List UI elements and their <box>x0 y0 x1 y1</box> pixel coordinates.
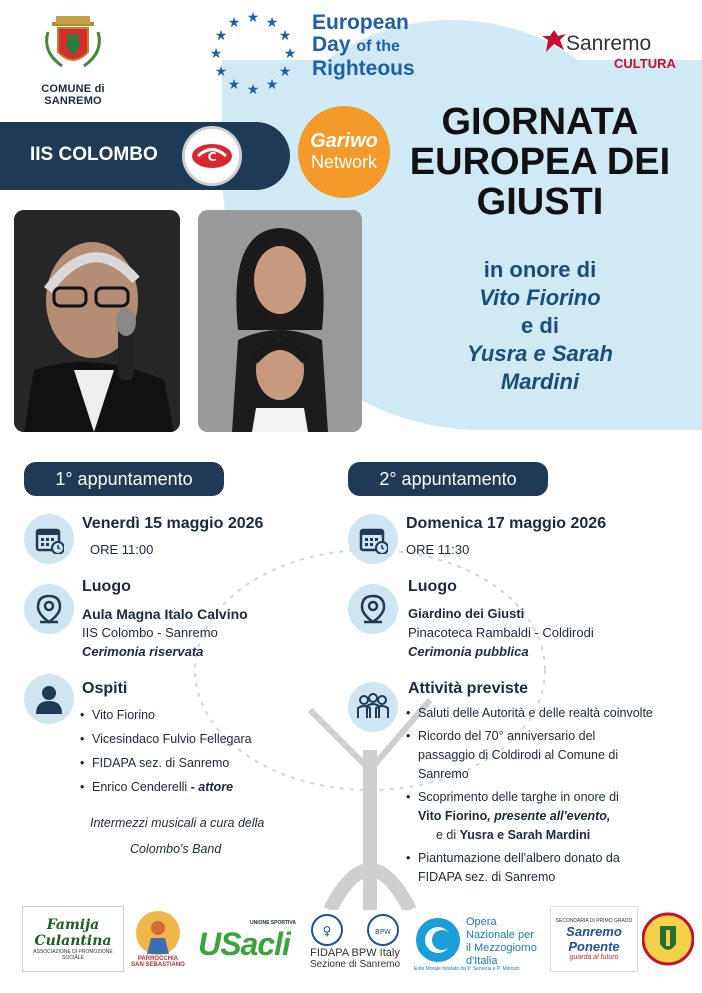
famija-line2: Culantina <box>34 933 112 949</box>
school-name2: Ponente <box>568 938 620 954</box>
eu-stars-icon <box>208 8 298 98</box>
appt1-date: Venerdì 15 maggio 2026 <box>82 515 264 532</box>
svg-text:BPW: BPW <box>375 927 391 936</box>
title-line1: GIORNATA <box>441 101 639 143</box>
calendar-icon <box>24 514 74 564</box>
activity-item-text2: e di <box>436 828 457 842</box>
us-acli-logo <box>192 910 296 972</box>
gariwo-network-logo <box>298 106 390 198</box>
activity-item-note: , presente all'evento, <box>487 809 611 823</box>
title-line3: GIUSTI <box>476 181 604 223</box>
appt1-music-line1: Intermezzi musicali a cura della <box>90 816 265 830</box>
guest-item: • FIDAPA sez. di Sanremo <box>78 754 328 773</box>
location-pin-icon <box>24 584 74 634</box>
svg-text:★: ★ <box>227 15 241 31</box>
opera-line4: d'Italia <box>466 955 498 967</box>
opera-line2: Nazionale per <box>466 929 534 941</box>
appt2-place-heading: Luogo <box>408 578 457 595</box>
activity-item-text: Scoprimento delle targhe in onore di <box>418 790 619 804</box>
title-line2: EUROPEA DEI <box>409 141 671 183</box>
guest-item: • Vicesindaco Fulvio Fellegara <box>78 730 328 749</box>
appt1-guests-heading: Ospiti <box>82 680 128 697</box>
honor-line2: Vito Fiorino <box>479 285 601 310</box>
comune-label: COMUNE di SANREMO <box>41 83 105 107</box>
svg-text:★: ★ <box>283 46 297 62</box>
school-badge-label: IIS COLOMBO <box>30 144 158 165</box>
opera-line3: il Mezzogiorno <box>466 942 537 954</box>
sanremo-ponente-school-logo <box>550 906 638 972</box>
svg-text:★: ★ <box>227 77 241 93</box>
school-tag: guarda al futuro <box>569 953 619 961</box>
appt1-place-heading: Luogo <box>82 578 131 595</box>
svg-text:C: C <box>207 150 217 164</box>
activity-item <box>404 788 694 845</box>
honor-block <box>430 256 650 396</box>
honor-line5: Mardini <box>500 369 580 394</box>
activity-item: • Ricordo del 70° anniversario del passaggio di Coldirodi al Comune di Sanremo <box>404 727 654 784</box>
appt2-date: Domenica 17 maggio 2026 <box>406 515 607 532</box>
appt1-pill <box>24 462 224 496</box>
school-badge <box>0 122 290 190</box>
svg-text:★: ★ <box>209 46 223 62</box>
svg-text:★: ★ <box>278 28 292 44</box>
activity-item: • Saluti delle Autorità e delle realtà coinvolte <box>404 704 694 723</box>
activity-item-name2: Yusra e Sarah Mardini <box>459 828 591 842</box>
appt1-place-name: Aula Magna Italo Calvino <box>82 606 248 622</box>
guest-item-role: - attore <box>187 780 234 794</box>
guest-item: • Vito Fiorino <box>78 706 328 725</box>
svg-text:★: ★ <box>278 64 292 80</box>
svg-text:★: ★ <box>214 64 228 80</box>
appt1-label: 1° appuntamento <box>55 468 193 489</box>
activity-item: • Piantumazione dell'albero donato da FIDAPA sez. di Sanremo <box>404 849 664 887</box>
gariwo-line2: Network <box>310 152 377 172</box>
calendar-icon <box>348 514 398 564</box>
sanremo-figure-icon <box>540 26 568 56</box>
appt2-place-name: Giardino dei Giusti <box>408 606 525 621</box>
opera-line1: Opera <box>466 916 497 928</box>
svg-text:★: ★ <box>265 77 279 93</box>
svg-text:★: ★ <box>246 82 260 98</box>
sanremo-cultura-logo <box>540 26 690 76</box>
parrocchia-line2: SAN SEBASTIANO <box>131 962 185 968</box>
appt2-activity-list <box>404 704 694 887</box>
appt2-place-note: Cerimonia pubblica <box>408 644 529 659</box>
honor-line4: Yusra e Sarah <box>467 341 613 366</box>
appt1-music-line2: Colombo's Band <box>130 842 222 856</box>
appt2-time: ORE 11:30 <box>406 542 470 557</box>
gariwo-line1: Gariwo <box>310 130 378 152</box>
appt1-time: ORE 11:00 <box>90 542 154 557</box>
honor-line3: e di <box>521 313 559 338</box>
edr-line2b: of the <box>356 38 400 55</box>
svg-text:♀: ♀ <box>322 923 332 938</box>
fidapa-line2: Sezione di Sanremo <box>309 958 401 970</box>
svg-text:★: ★ <box>265 15 279 31</box>
appt1-place-sub: IIS Colombo - Sanremo <box>82 625 218 640</box>
opera-nazionale-icon <box>414 916 462 964</box>
appt1-place-note: Cerimonia riservata <box>82 644 204 659</box>
famija-culantina-logo <box>22 906 124 972</box>
edr-line2: Day <box>312 33 351 56</box>
sanremo-name: Sanremo <box>566 32 652 55</box>
event-title <box>390 102 690 222</box>
coldirodi-emblem-icon <box>642 906 694 972</box>
group-people-icon <box>348 682 398 732</box>
famija-line1: Famija <box>46 917 100 933</box>
photo-vito-fiorino <box>14 210 180 432</box>
usacli-name: USacli <box>198 925 290 962</box>
guest-item <box>78 778 328 797</box>
comune-crest-icon <box>14 12 132 74</box>
location-pin-icon <box>348 584 398 634</box>
svg-text:★: ★ <box>246 10 260 26</box>
appt2-place-sub: Pinacoteca Rambaldi - Coldirodi <box>408 625 594 640</box>
parrocchia-logo <box>130 906 186 972</box>
photo-mardini-sisters <box>198 210 362 432</box>
person-icon <box>24 674 74 724</box>
comune-logo <box>14 12 132 107</box>
school-name1: Sanremo <box>566 923 622 939</box>
saint-icon <box>135 910 181 956</box>
opera-sub: Ente Morale fondato da P. Semeria e P. Minozzi <box>414 966 520 972</box>
edr-line3: Righteous <box>312 57 415 80</box>
activity-item-name: Vito Fiorino <box>418 809 488 823</box>
guest-item-name: Enrico Cenderelli <box>92 780 188 794</box>
fidapa-line1: FIDAPA BPW Italy <box>310 946 400 959</box>
svg-text:★: ★ <box>214 28 228 44</box>
colombo-logo-icon <box>182 126 242 186</box>
parrocchia-line1: PARROCCHIA <box>137 956 179 962</box>
famija-sub: ASSOCIAZIONE DI PROMOZIONE SOCIALE <box>33 949 113 961</box>
sanremo-sub: CULTURA <box>614 56 676 71</box>
appt2-pill <box>348 462 548 496</box>
opera-nazionale-text <box>466 916 537 968</box>
appt2-activities-heading: Attività previste <box>408 680 529 697</box>
fidapa-emblem-icon <box>305 913 405 947</box>
appt2-label: 2° appuntamento <box>379 468 517 489</box>
edr-line1: European <box>312 11 409 34</box>
edr-logo-text <box>312 12 415 80</box>
school-top: SECONDARIA DI PRIMO GRADO <box>555 917 633 924</box>
usacli-top: UNIONE SPORTIVA <box>249 919 296 926</box>
honor-line1: in onore di <box>483 257 597 282</box>
fidapa-logo <box>300 908 410 974</box>
appt1-guest-list <box>78 706 328 797</box>
